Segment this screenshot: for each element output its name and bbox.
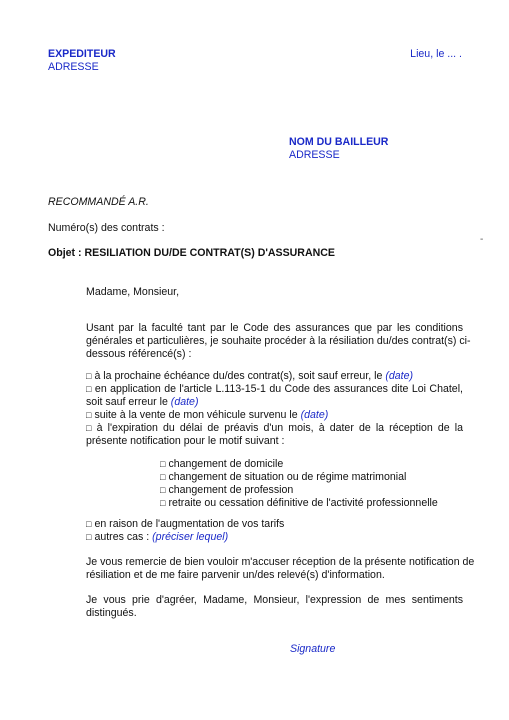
recipient-name: NOM DU BAILLEUR (289, 136, 389, 148)
option-next-due-date: □ à la prochaine échéance du/des contrat(s), soit sauf erreur, le (date) (86, 370, 414, 382)
sender-block (48, 48, 116, 74)
reason-item: □ changement de situation ou de régime matrimonial (160, 471, 407, 483)
options-list: □ à la prochaine échéance du/des contrat(s), soit sauf erreur, le (date) □ en application de l'article L.113-15-1 du Code des assurances dite Loi Chatel, soit sauf erreur le (date) □ suite à la vente de mon véhicule survenu le (date) □ à l'expiration du délai de préavis d'un mois, à dater de la réception de la présente notification pour le motif suivant : (86, 370, 463, 447)
date-placeholder: (date) (385, 370, 414, 382)
checkbox-icon[interactable]: □ (86, 532, 92, 542)
intro-paragraph: Usant par la faculté tant par le Code des assurances que par les conditions générales et particulières, je souhaite procéder à la résiliation du/des contrat(s) ci- dessous référencé(s) : (86, 322, 471, 360)
checkbox-icon[interactable]: □ (160, 485, 166, 495)
salutation: Madame, Monsieur, (86, 286, 180, 298)
recipient-block (289, 136, 388, 162)
margin-mark: - (480, 234, 484, 245)
reason-item: □ retraite ou cessation définitive de l'activité professionnelle (160, 497, 438, 509)
date-placeholder: (date) (170, 396, 199, 408)
signature: Signature (290, 643, 336, 655)
checkbox-icon[interactable]: □ (160, 472, 166, 482)
reasons-list (160, 458, 438, 510)
options-list-2 (86, 518, 284, 544)
reason-item: □ changement de profession (160, 484, 294, 496)
checkbox-icon[interactable]: □ (86, 423, 94, 433)
recipient-address: ADRESSE (289, 149, 340, 161)
checkbox-icon[interactable]: □ (86, 371, 92, 381)
sender-address: ADRESSE (48, 61, 99, 73)
subject-line: Objet : RESILIATION DU/DE CONTRAT(S) D'ASSURANCE (48, 247, 335, 259)
contracts-label: Numéro(s) des contrats : (48, 222, 165, 234)
checkbox-icon[interactable]: □ (160, 459, 166, 469)
reason-item: □ changement de domicile (160, 458, 284, 470)
option-notice-period: □ à l'expiration du délai de préavis d'un mois, à dater de la réception de la (86, 422, 463, 434)
registered-mail-label: RECOMMANDÉ A.R. (48, 196, 149, 208)
checkbox-icon[interactable]: □ (160, 498, 166, 508)
checkbox-icon[interactable]: □ (86, 410, 92, 420)
specify-placeholder: (préciser lequel) (152, 531, 229, 543)
option-price-increase: □ en raison de l'augmentation de vos tarifs (86, 518, 285, 530)
closing-paragraph: Je vous prie d'agréer, Madame, Monsieur, l'expression de mes sentiments distingués. (86, 594, 463, 619)
thanks-paragraph: Je vous remercie de bien vouloir m'accuser réception de la présente notification de résiliation et de me faire parvenir un/des relevé(s) d'information. (86, 556, 475, 581)
checkbox-icon[interactable]: □ (86, 519, 92, 529)
sender-name: EXPEDITEUR (48, 48, 116, 60)
checkbox-icon[interactable]: □ (86, 384, 92, 394)
place-date: Lieu, le ... . (410, 48, 462, 60)
option-vehicle-sale: □ suite à la vente de mon véhicule survenu le (date) (86, 409, 329, 421)
option-chatel-law: □ en application de l'article L.113-15-1 du Code des assurances dite Loi Chatel, (86, 383, 463, 395)
date-placeholder: (date) (300, 409, 329, 421)
option-other-cases: □ autres cas : (préciser lequel) (86, 531, 229, 543)
